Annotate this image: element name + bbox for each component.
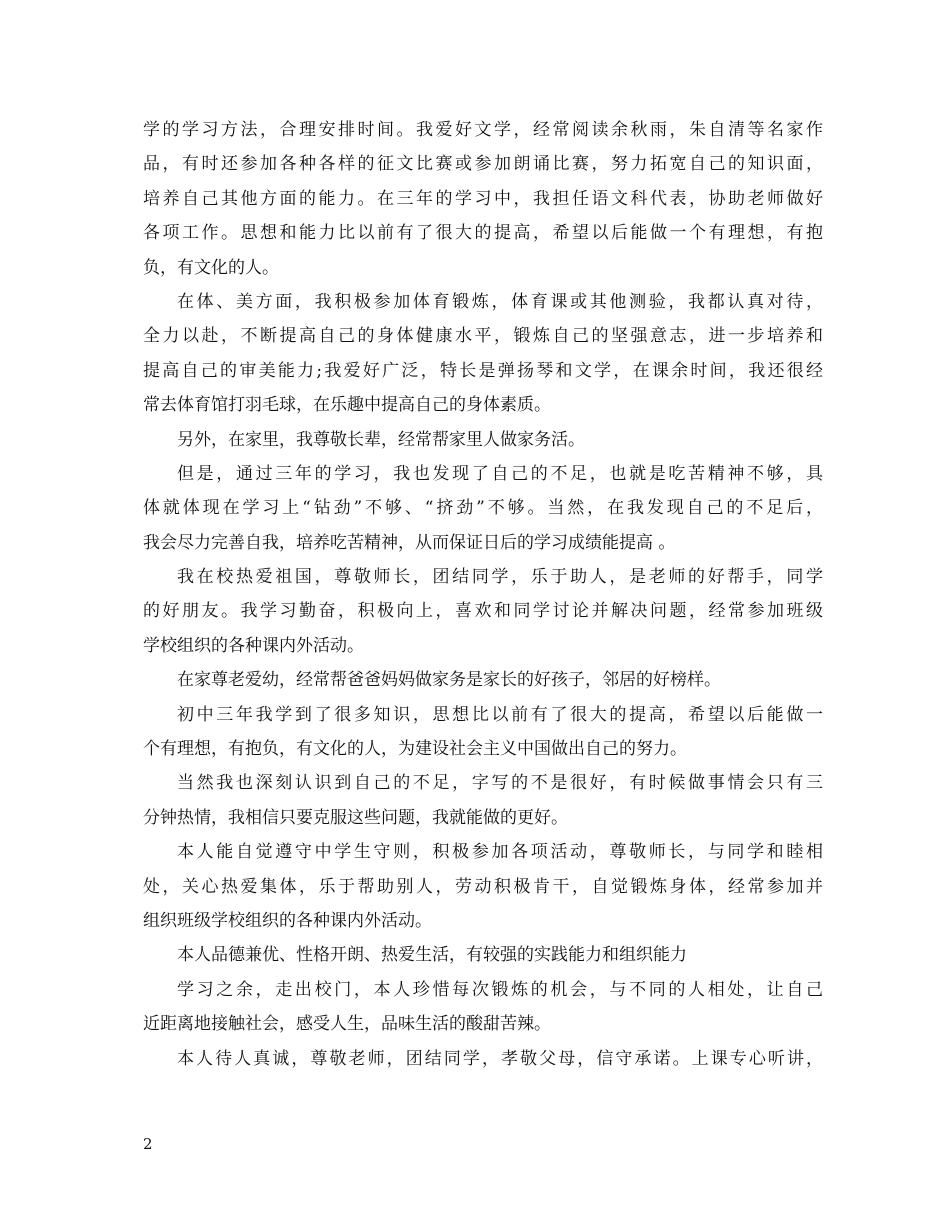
paragraph-start-line: 本人能自觉遵守中学生守则，积极参加各项活动，尊敬师长，与同学和睦相: [177, 842, 823, 863]
paragraph-start-line: 本人待人真诚，尊敬老师，团结同学，孝敬父母，信守承诺。上课专心听讲，: [177, 1048, 823, 1069]
text-line: 提高自己的审美能力;我爱好广泛，特长是弹扬琴和文学，在课余时间，我还很经: [143, 360, 823, 381]
text-line: 体就体现在学习上“钻劲”不够、“挤劲”不够。当然，在我发现自己的不足后，: [143, 498, 823, 519]
text-line: 品，有时还参加各种各样的征文比赛或参加朗诵比赛，努力拓宽自己的知识面，: [143, 154, 823, 175]
text-line: 的好朋友。我学习勤奋，积极向上，喜欢和同学讨论并解决问题，经常参加班级: [143, 601, 823, 622]
text-line: 学校组织的各种课内外活动。: [143, 635, 364, 656]
paragraph-start-line: 另外，在家里，我尊敬长辈，经常帮家里人做家务活。: [177, 429, 585, 450]
text-line: 组织班级学校组织的各种课内外活动。: [143, 910, 432, 931]
text-line: 处，关心热爱集体，乐于帮助别人，劳动积极肯干，自觉锻炼身体，经常参加并: [143, 876, 823, 897]
text-line: 分钟热情，我相信只要克服这些问题，我就能做的更好。: [143, 807, 568, 828]
text-line: 常去体育馆打羽毛球，在乐趣中提高自己的身体素质。: [143, 395, 551, 416]
paragraph-start-line: 但是，通过三年的学习，我也发现了自己的不足，也就是吃苦精神不够，具: [177, 463, 823, 484]
body-text: [143, 113, 823, 1076]
paragraph-start-line: 我在校热爱祖国，尊敬师长，团结同学，乐于助人，是老师的好帮手，同学: [177, 567, 823, 588]
text-line: 个有理想，有抱负，有文化的人，为建设社会主义中国做出自己的努力。: [143, 739, 687, 760]
text-line: 我会尽力完善自我，培养吃苦精神，从而保证日后的学习成绩能提高 。: [143, 532, 676, 553]
text-line: 全力以赴，不断提高自己的身体健康水平，锻炼自己的坚强意志，进一步培养和: [143, 326, 823, 347]
page-number: 2: [143, 1135, 153, 1153]
paragraph-start-line: 初中三年我学到了很多知识，思想比以前有了很大的提高，希望以后能做一: [177, 704, 823, 725]
paragraph-start-line: 在体、美方面，我积极参加体育锻炼，体育课或其他测验，我都认真对待，: [177, 291, 823, 312]
text-line: 近距离地接触社会，感受人生，品味生活的酸甜苦辣。: [143, 1014, 551, 1035]
paragraph-start-line: 本人品德兼优、性格开朗、热爱生活，有较强的实践能力和组织能力: [177, 945, 687, 966]
text-line: 各项工作。思想和能力比以前有了很大的提高，希望以后能做一个有理想，有抱: [143, 223, 823, 244]
paragraph-start-line: 在家尊老爱幼，经常帮爸爸妈妈做家务是家长的好孩子，邻居的好榜样。: [177, 670, 721, 691]
text-line: 学的学习方法，合理安排时间。我爱好文学，经常阅读余秋雨，朱自清等名家作: [143, 120, 823, 140]
text-line: 培养自己其他方面的能力。在三年的学习中，我担任语文科代表，协助老师做好: [143, 188, 823, 209]
paragraph-start-line: 当然我也深刻认识到自己的不足，字写的不是很好，有时候做事情会只有三: [177, 773, 823, 794]
paragraph-start-line: 学习之余，走出校门，本人珍惜每次锻炼的机会，与不同的人相处，让自己: [177, 979, 823, 1000]
text-line: 负，有文化的人。: [143, 257, 279, 278]
